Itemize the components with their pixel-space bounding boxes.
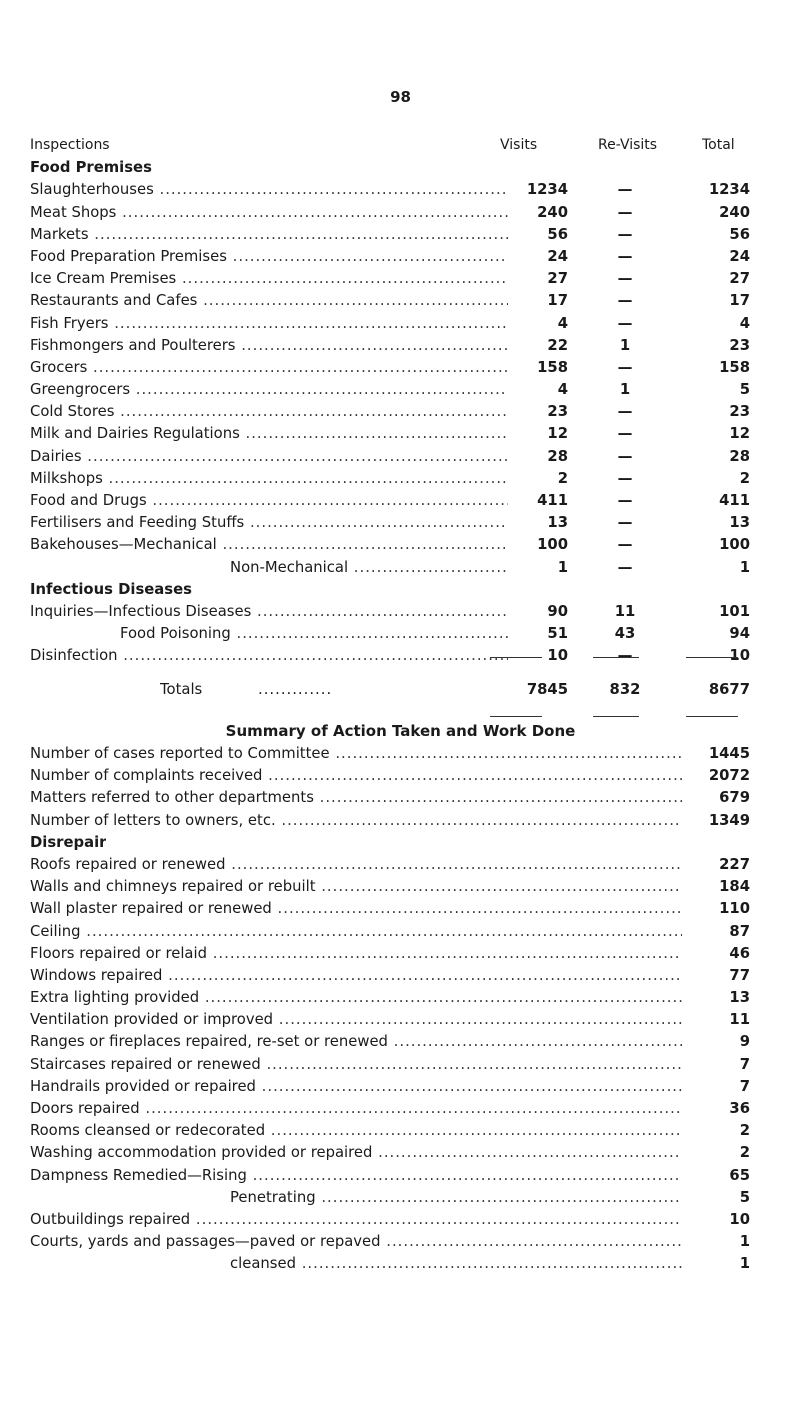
total-rule-top	[686, 657, 738, 658]
table-row	[30, 226, 750, 248]
item-value: 13	[690, 989, 750, 1006]
list-item	[30, 967, 750, 989]
row-total: 23	[729, 403, 750, 421]
row-total: 56	[729, 225, 750, 243]
item-value: 184	[690, 878, 750, 895]
row-label: Markets .....	[30, 226, 530, 243]
row-label: Bakehouses—Mechanical .....	[30, 536, 530, 553]
totals-row	[30, 681, 750, 703]
item-label: Walls and chimneys repaired or rebuilt .....	[30, 878, 682, 895]
item-label: Number of cases reported to Committee .....	[30, 745, 682, 762]
row-label: Fishmongers and Poulterers .....	[30, 337, 530, 354]
item-label: Outbuildings repaired .....	[30, 1211, 682, 1228]
summary-title: Summary of Action Taken and Work Done	[225, 722, 576, 740]
list-item	[30, 745, 750, 767]
table-row	[30, 292, 750, 314]
inspections-table	[30, 137, 750, 670]
row-visits: 56	[508, 226, 568, 243]
table-header	[30, 137, 750, 159]
row-visits: 90	[508, 603, 568, 620]
list-item	[30, 812, 750, 834]
table-row	[30, 448, 750, 470]
list-item	[30, 989, 750, 1011]
row-visits: 28	[508, 448, 568, 465]
row-revisits: —	[617, 314, 633, 332]
row-label: Slaughterhouses .....	[30, 181, 530, 198]
list-item	[30, 1167, 750, 1189]
table-row	[30, 470, 750, 492]
item-label: Roofs repaired or renewed .....	[30, 856, 682, 873]
row-revisits: —	[617, 270, 633, 288]
list-item	[30, 1233, 750, 1255]
item-value: 1	[690, 1233, 750, 1250]
header-total: Total	[702, 137, 735, 153]
item-label: Doors repaired .....	[30, 1100, 682, 1117]
row-label: Disinfection .....	[30, 647, 530, 664]
row-revisits: —	[617, 358, 633, 376]
item-value: 1	[690, 1255, 750, 1272]
table-row	[30, 559, 750, 581]
row-label: Food Preparation Premises .....	[30, 248, 530, 265]
row-revisits: —	[617, 492, 633, 509]
item-label: Washing accommodation provided or repaired .....	[30, 1144, 682, 1161]
item-value: 5	[690, 1189, 750, 1206]
item-value: 10	[690, 1211, 750, 1228]
row-total: 4	[739, 314, 750, 332]
item-label: Ventilation provided or improved .....	[30, 1011, 682, 1028]
table-row	[30, 647, 750, 669]
item-value: 65	[690, 1167, 750, 1184]
item-label: Wall plaster repaired or renewed .....	[30, 900, 682, 917]
row-revisits: 1	[619, 336, 631, 354]
list-item	[30, 1011, 750, 1033]
table-row	[30, 204, 750, 226]
item-label: Courts, yards and passages—paved or repaved .....	[30, 1233, 682, 1250]
table-row	[30, 248, 750, 270]
item-value: 7	[690, 1056, 750, 1073]
item-label: Ceiling .....	[30, 923, 682, 940]
item-value: 110	[690, 900, 750, 917]
row-revisits: —	[617, 469, 633, 487]
row-label: Ice Cream Premises .....	[30, 270, 530, 287]
row-visits: 411	[508, 492, 568, 509]
row-revisits: —	[617, 403, 633, 421]
item-label: Penetrating .....	[30, 1189, 682, 1206]
list-item	[30, 1255, 750, 1277]
list-item	[30, 1211, 750, 1233]
row-total: 27	[729, 270, 750, 288]
row-label: Greengrocers .....	[30, 381, 530, 398]
row-revisits: 11	[614, 602, 636, 620]
row-visits: 24	[508, 248, 568, 265]
list-item	[30, 923, 750, 945]
row-total: 158	[719, 358, 750, 376]
food-premises-rows	[30, 181, 750, 580]
table-row	[30, 603, 750, 625]
row-visits: 158	[508, 359, 568, 376]
row-visits: 1	[508, 559, 568, 576]
item-value: 77	[690, 967, 750, 984]
table-row	[30, 359, 750, 381]
row-total: 13	[729, 514, 750, 532]
list-item	[30, 1033, 750, 1055]
row-visits: 12	[508, 425, 568, 442]
row-revisits: 43	[614, 625, 636, 643]
row-visits: 10	[508, 647, 568, 664]
row-visits: 100	[508, 536, 568, 553]
row-total: 2	[739, 469, 750, 487]
row-revisits: —	[617, 447, 633, 465]
row-revisits: —	[617, 647, 633, 665]
item-label: Dampness Remedied—Rising .....	[30, 1167, 682, 1184]
item-label: Number of letters to owners, etc. .....	[30, 812, 682, 829]
row-visits: 51	[508, 625, 568, 642]
header-revisits: Re-Visits	[598, 137, 658, 153]
food-premises-heading-row	[30, 159, 750, 181]
row-label: Milk and Dairies Regulations .....	[30, 425, 530, 442]
table-row	[30, 403, 750, 425]
item-label: Staircases repaired or renewed .....	[30, 1056, 682, 1073]
row-revisits: —	[617, 558, 633, 576]
row-visits: 13	[508, 514, 568, 531]
revisits-rule-top	[593, 657, 639, 658]
revisits-rule-bottom	[593, 716, 639, 717]
row-revisits: —	[617, 203, 633, 221]
item-label: Floors repaired or relaid .....	[30, 945, 682, 962]
row-label: Fish Fryers .....	[30, 315, 530, 332]
food-premises-heading: Food Premises	[30, 159, 152, 177]
item-value: 46	[690, 945, 750, 962]
visits-rule-bottom	[490, 716, 542, 717]
table-row	[30, 514, 750, 536]
item-value: 7	[690, 1078, 750, 1095]
item-value: 87	[690, 923, 750, 940]
infectious-rows	[30, 603, 750, 670]
row-visits: 17	[508, 292, 568, 309]
item-label: Extra lighting provided .....	[30, 989, 682, 1006]
row-revisits: —	[617, 181, 633, 199]
table-row	[30, 381, 750, 403]
item-value: 2072	[690, 767, 750, 784]
table-row	[30, 492, 750, 514]
list-item	[30, 1144, 750, 1166]
list-item	[30, 1078, 750, 1100]
item-value: 2	[690, 1122, 750, 1139]
row-label: Inquiries—Infectious Diseases .....	[30, 603, 530, 620]
row-label: Grocers .....	[30, 359, 530, 376]
page-number: 98	[390, 88, 411, 106]
list-item	[30, 789, 750, 811]
list-item	[30, 1189, 750, 1211]
item-value: 11	[690, 1011, 750, 1028]
row-revisits: —	[617, 225, 633, 243]
item-value: 679	[690, 789, 750, 806]
item-label: Windows repaired .....	[30, 967, 682, 984]
list-item	[30, 1056, 750, 1078]
row-revisits: —	[617, 425, 633, 443]
table-row	[30, 425, 750, 447]
item-label: cleansed .....	[30, 1255, 682, 1272]
item-label: Number of complaints received .....	[30, 767, 682, 784]
list-item	[30, 1122, 750, 1144]
row-label: Milkshops .....	[30, 470, 530, 487]
table-row	[30, 536, 750, 558]
visits-rule-top	[490, 657, 542, 658]
row-total: 100	[719, 536, 750, 554]
disrepair-rows	[30, 856, 750, 1278]
disrepair-heading: Disrepair	[30, 833, 107, 851]
header-inspections: Inspections	[30, 137, 110, 153]
row-label: Cold Stores .....	[30, 403, 530, 420]
row-label: Dairies .....	[30, 448, 530, 465]
row-visits: 22	[508, 337, 568, 354]
row-label: Non-Mechanical .....	[30, 559, 530, 576]
list-item	[30, 856, 750, 878]
row-total: 10	[729, 647, 750, 665]
list-item	[30, 767, 750, 789]
totals-label: Totals	[160, 681, 203, 698]
summary-section	[30, 745, 750, 1278]
row-total: 101	[719, 602, 750, 620]
row-total: 240	[719, 203, 750, 221]
row-visits: 4	[508, 315, 568, 332]
row-label: Food and Drugs .....	[30, 492, 530, 509]
row-label: Meat Shops .....	[30, 204, 530, 221]
item-value: 36	[690, 1100, 750, 1117]
summary-rows	[30, 745, 750, 834]
table-row	[30, 625, 750, 647]
row-visits: 240	[508, 204, 568, 221]
disrepair-heading-row	[30, 834, 750, 856]
totals-leader: .............	[258, 681, 333, 698]
item-value: 227	[690, 856, 750, 873]
item-value: 1445	[690, 745, 750, 762]
row-revisits: —	[617, 514, 633, 532]
item-label: Handrails provided or repaired .....	[30, 1078, 682, 1095]
item-value: 9	[690, 1033, 750, 1050]
row-visits: 23	[508, 403, 568, 420]
row-visits: 2	[508, 470, 568, 487]
row-revisits: 1	[619, 381, 631, 399]
list-item	[30, 878, 750, 900]
row-visits: 4	[508, 381, 568, 398]
row-revisits: —	[617, 292, 633, 310]
row-total: 1234	[708, 181, 750, 199]
item-label: Rooms cleansed or redecorated .....	[30, 1122, 682, 1139]
row-label: Restaurants and Cafes .....	[30, 292, 530, 309]
item-value: 1349	[690, 812, 750, 829]
table-row	[30, 315, 750, 337]
row-revisits: —	[617, 536, 633, 554]
row-total: 1	[739, 558, 750, 576]
row-total: 411	[719, 492, 750, 509]
row-revisits: —	[617, 247, 633, 265]
total-rule-bottom	[686, 716, 738, 717]
row-label: Fertilisers and Feeding Stuffs .....	[30, 514, 530, 531]
row-total: 23	[729, 336, 750, 354]
table-row	[30, 337, 750, 359]
header-visits: Visits	[500, 137, 538, 153]
row-total: 94	[729, 625, 750, 643]
totals-revisits: 832	[609, 681, 641, 698]
row-visits: 27	[508, 270, 568, 287]
row-label: Food Poisoning .....	[30, 625, 530, 642]
list-item	[30, 1100, 750, 1122]
row-visits: 1234	[508, 181, 568, 198]
list-item	[30, 900, 750, 922]
infectious-heading: Infectious Diseases	[30, 580, 192, 598]
row-total: 17	[729, 292, 750, 310]
row-total: 12	[729, 425, 750, 443]
item-label: Ranges or fireplaces repaired, re-set or renewed .....	[30, 1033, 682, 1050]
totals-total: 8677	[708, 681, 750, 698]
table-row	[30, 181, 750, 203]
infectious-heading-row	[30, 581, 750, 603]
totals-visits: 7845	[508, 681, 568, 698]
row-total: 24	[729, 247, 750, 265]
row-total: 5	[739, 381, 750, 399]
table-row	[30, 270, 750, 292]
item-label: Matters referred to other departments .....	[30, 789, 682, 806]
item-value: 2	[690, 1144, 750, 1161]
totals-row-wrap	[30, 681, 750, 703]
list-item	[30, 945, 750, 967]
row-total: 28	[729, 447, 750, 465]
